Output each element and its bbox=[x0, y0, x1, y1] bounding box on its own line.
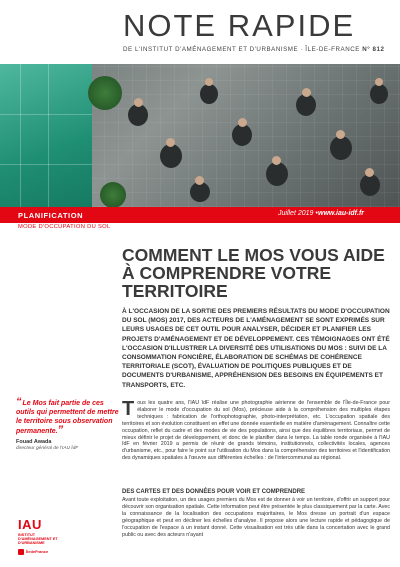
photo-person-head bbox=[195, 176, 204, 185]
issue-number: N° 812 bbox=[362, 46, 385, 53]
photo-person-head bbox=[166, 138, 175, 147]
photo-person bbox=[296, 94, 316, 116]
photo-plant bbox=[100, 182, 126, 207]
photo-person bbox=[370, 84, 388, 104]
issue-date: Juillet 2019 • bbox=[278, 210, 318, 217]
publication-subtitle bbox=[123, 46, 384, 53]
quote-close-mark: ” bbox=[57, 424, 64, 436]
photo-wall-line bbox=[0, 164, 92, 165]
body-paragraph-2: Avant toute exploitation, un des usages premiers du Mos est de donner à voir un territoire, d'offrir un support pour découvrir son organisation spatiale. Cette information peut être présentée le plus classiquement par la carte. Avec la connaissance de la localisation des occupations majoritaires, le Mos dresse un portrait d'un espace géographique et peut en décliner les échelles d'analyse. Il propose alors une lecture rapide et pédagogique de l'occupation de l'espace à un instant donné. Cette visualisation est très utile dans la concertation avec le grand public ou avec des acteurs n'ayant bbox=[122, 497, 390, 538]
photo-wall-line bbox=[20, 64, 21, 207]
photo-person-head bbox=[302, 88, 311, 97]
pull-quote bbox=[16, 398, 120, 436]
photo-person bbox=[330, 136, 352, 160]
region-logo bbox=[18, 549, 64, 555]
region-name: ÎledeFrance bbox=[26, 549, 49, 555]
publication-title: NOTE RAPIDE bbox=[123, 8, 356, 43]
photo-person bbox=[232, 124, 252, 146]
drop-cap: T bbox=[122, 398, 135, 420]
quote-author: Fouad Awada bbox=[16, 439, 52, 445]
photo-green-wall bbox=[0, 64, 92, 207]
category-label: PLANIFICATION bbox=[18, 211, 84, 220]
photo-person bbox=[360, 174, 380, 196]
photo-person bbox=[160, 144, 182, 168]
subcategory-label: MODE D'OCCUPATION DU SOL bbox=[18, 224, 111, 230]
body-paragraph: ous les quatre ans, l'IAU îdF réalise une photographie aérienne de l'ensemble de l'Île-de-France pour élaborer le mode d'occupation du sol (Mos), précieuse aide à la compréhension des multiples étapes techniques : fabrication de l'orthophotographie, photo-interprétation, etc. L'occupation spatiale des territoires et son évolution constituent en effet une donnée essentielle en matière d'aménagement. Connaître cette occupation, reflet du cadre et des modes de vie des populations, ainsi que des équilibres territoriaux, permet de mieux définir le projet de développement, et donc de le planifier dans le temps. La table ronde organisée à l'IAU îdF en février 2019 a permis de réunir de grands témoins, institutionnels, collectivités locales, agences d'urbanisme, etc., pour faire le point sur l'utilisation du Mos dans la compréhension des territoires et l'identification des dynamiques spatiales à l'œuvre aux différentes échelles : de l'intercommunal au régional. bbox=[122, 400, 390, 462]
photo-person-head bbox=[238, 118, 247, 127]
iau-logo bbox=[18, 517, 64, 555]
masthead bbox=[0, 0, 400, 64]
website-link[interactable]: www.iau-idf.fr bbox=[318, 210, 365, 217]
photo-person bbox=[266, 162, 288, 186]
photo-plant bbox=[88, 76, 122, 110]
photo-person-head bbox=[336, 130, 345, 139]
region-mark-icon bbox=[18, 549, 24, 555]
photo-person-head bbox=[365, 168, 374, 177]
logo-name: IAU bbox=[18, 517, 42, 532]
photo-person bbox=[200, 84, 218, 104]
photo-person bbox=[128, 104, 148, 126]
photo-person-head bbox=[205, 78, 213, 86]
photo-person bbox=[190, 182, 210, 202]
photo-wall-line bbox=[0, 114, 92, 115]
photo-person-head bbox=[272, 156, 281, 165]
photo-person-head bbox=[375, 78, 383, 86]
photo-person-head bbox=[134, 98, 143, 107]
cover-photo bbox=[0, 64, 400, 207]
pull-quote-text: Le Mos fait partie de ces outils qui permettent de mettre le territoire sous observation permanente. bbox=[16, 400, 119, 435]
photo-wall-line bbox=[48, 64, 49, 207]
logo-subtitle: INSTITUT D'AMÉNAGEMENT ET D'URBANISME bbox=[18, 533, 58, 546]
section-heading: DES CARTES ET DES DONNÉES POUR VOIR ET COMPRENDRE bbox=[122, 489, 306, 495]
publication-subtitle-text: DE L'INSTITUT D'AMÉNAGEMENT ET D'URBANISME · ÎLE-DE-FRANCE bbox=[123, 46, 360, 53]
article-body bbox=[122, 400, 390, 462]
article-intro: À L'OCCASION DE LA SORTIE DES PREMIERS RÉSULTATS DU MODE D'OCCUPATION DU SOL (MOS) 2017, DES ACTEURS DE L'AMÉNAGEMENT SE SONT EXPRIMÉS SUR LEURS USAGES DE CET OUTIL POUR ANALYSER, DÉCIDER ET PLANIFIER LES PROJETS D'AMÉNAGEMENT ET DE DÉVELOPPEMENT. CES TÉMOIGNAGES ONT ÉTÉ L'OCCASION D'ILLUSTRER LA DIVERSITÉ DES UTILISATIONS DU MOS : SUIVI DE LA CONSOMMATION FONCIÈRE, ÉLABORATION DE SCHÉMAS DE COHÉRENCE TERRITORIALE (SCOT), ÉVALUATION DE POLITIQUES PUBLIQUES ET DE DOCUMENTS D'URBANISME, APPRÉHENSION DES BESOINS EN ÉQUIPEMENTS ET TRANSPORTS, ETC. bbox=[122, 308, 390, 389]
quote-open-mark: “ bbox=[16, 396, 22, 408]
quote-author-role: directeur général de l'IAU îdF bbox=[16, 446, 79, 451]
article-headline: COMMENT LE MOS VOUS AIDE À COMPRENDRE VOTRE TERRITOIRE bbox=[122, 245, 385, 301]
